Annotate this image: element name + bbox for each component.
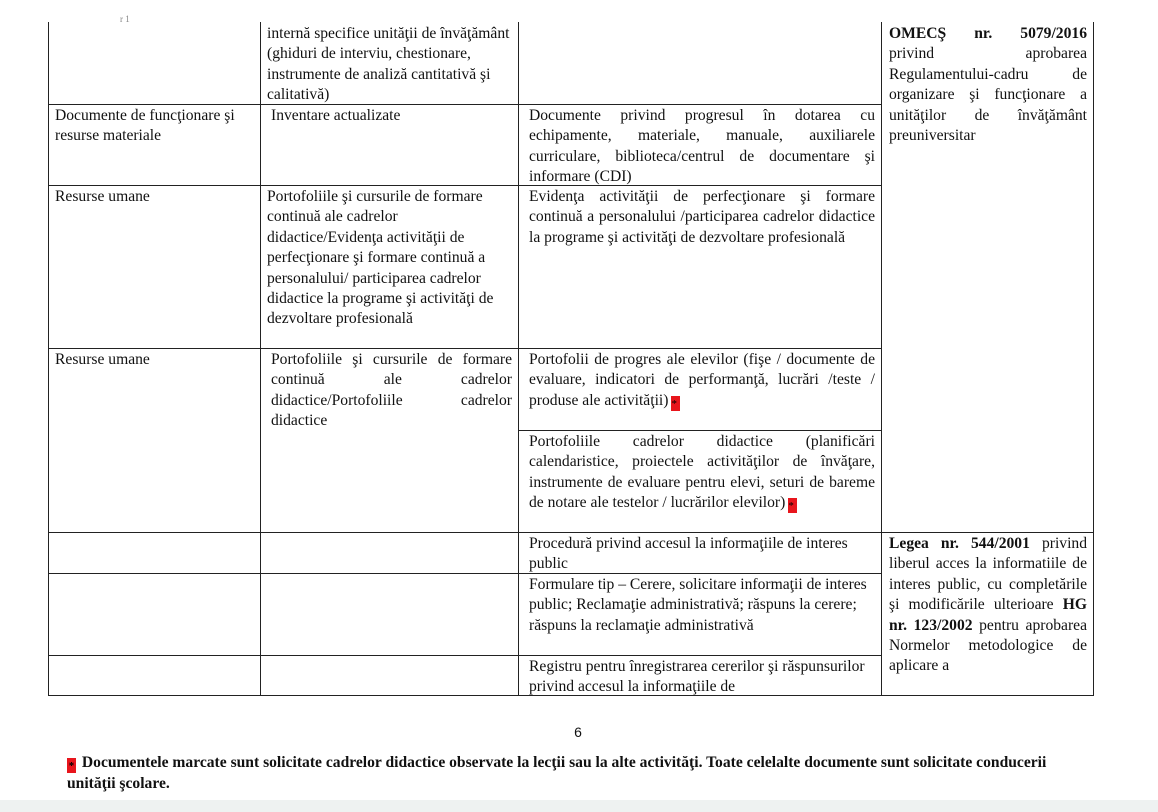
table-cell: Documente privind progresul în dotarea cu echipamente, materiale, manuale, auxiliarele curriculare, biblioteca/centrul de documentare şi informare (CDI) <box>529 107 875 186</box>
table-cell-marked <box>523 432 881 514</box>
legal-reference-text: pentru aprobarea Normelor metodologice de aplicare a <box>889 616 1087 675</box>
legal-reference <box>883 534 1093 677</box>
viewer-bottom-edge <box>0 800 1158 812</box>
table-cell: Inventare actualizate <box>271 107 401 124</box>
table-cell: Procedură privind accesul la informaţiile de interes public <box>529 535 848 573</box>
legal-reference-title: HG nr. 123/2002 <box>889 596 1088 634</box>
asterisk-marker: * <box>671 396 680 411</box>
page-header-fragment: r 1 <box>120 14 130 24</box>
legal-reference-title: Legea nr. 544/2001 <box>889 535 1030 552</box>
table-cell-label: Documente de funcţionare şi resurse materiale <box>55 107 235 145</box>
page-number: 6 <box>574 724 582 740</box>
table-cell: Formulare tip – Cerere, solicitare informaţii de interes public; Reclamaţie administrativă; răspuns la cerere; răspuns la reclamaţie administrativă <box>529 576 867 634</box>
table-cell-label: Resurse umane <box>55 351 150 368</box>
asterisk-marker: * <box>788 498 797 513</box>
asterisk-marker: * <box>68 760 75 772</box>
legal-reference-title: OMECŞ nr. 5079/2016 <box>889 25 1087 42</box>
table-cell-label: Resurse umane <box>55 188 150 205</box>
table-cell: Evidenţa activităţii de perfecţionare şi formare continuă a personalului /participarea cadrelor didactice la programe şi activităţi de dezvoltare profesională <box>529 188 875 246</box>
table-cell-marked <box>523 350 881 411</box>
footnote <box>67 752 1047 794</box>
legal-reference-text: privind aprobarea Regulamentului-cadru de organizare şi funcţionare a unităţilor de învăţământ preuniversitar <box>889 45 1087 145</box>
table-cell: Registru pentru înregistrarea cererilor şi răspunsurilor privind accesul la informaţiile de <box>529 658 865 696</box>
cell-text: Portofolii de progres ale elevilor (fişe / documente de evaluare, indicatori de performanţă, lucrări /teste / produse ale activităţii) <box>529 351 875 409</box>
footnote-text: Documentele marcate sunt solicitate cadrelor didactice observate la lecţii sau la alte activităţi. Toate celelalte documente sunt solicitate conducerii unităţii şcolare. <box>67 754 1047 792</box>
legal-reference <box>883 24 1093 146</box>
table-cell: Portofoliile şi cursurile de formare continuă ale cadrelor didactice/Portofoliile cadrelor didactice <box>271 351 512 430</box>
cell-text: Portofoliile cadrelor didactice (planificări calendaristice, proiectele activităţilor de învăţare, instrumente de evaluare pentru elevi, seturi de bareme de notare ale testelor / lucrărilor elevilor) <box>529 433 875 512</box>
table-cell: internă specifice unităţii de învăţământ (ghiduri de interviu, chestionare, instrumente de analiză cantitativă şi calitativă) <box>267 25 510 104</box>
legal-reference-text: privind liberul acces la informatiile de interes public, cu completările şi modificările ulterioare <box>889 535 1087 614</box>
table-cell: Portofoliile şi cursurile de formare continuă ale cadrelor didactice/Evidenţa activităţii de perfecţionare şi formare continuă a personalului/ participarea cadrelor didactice la programe şi activităţi de dezvoltare profesională <box>267 188 494 328</box>
